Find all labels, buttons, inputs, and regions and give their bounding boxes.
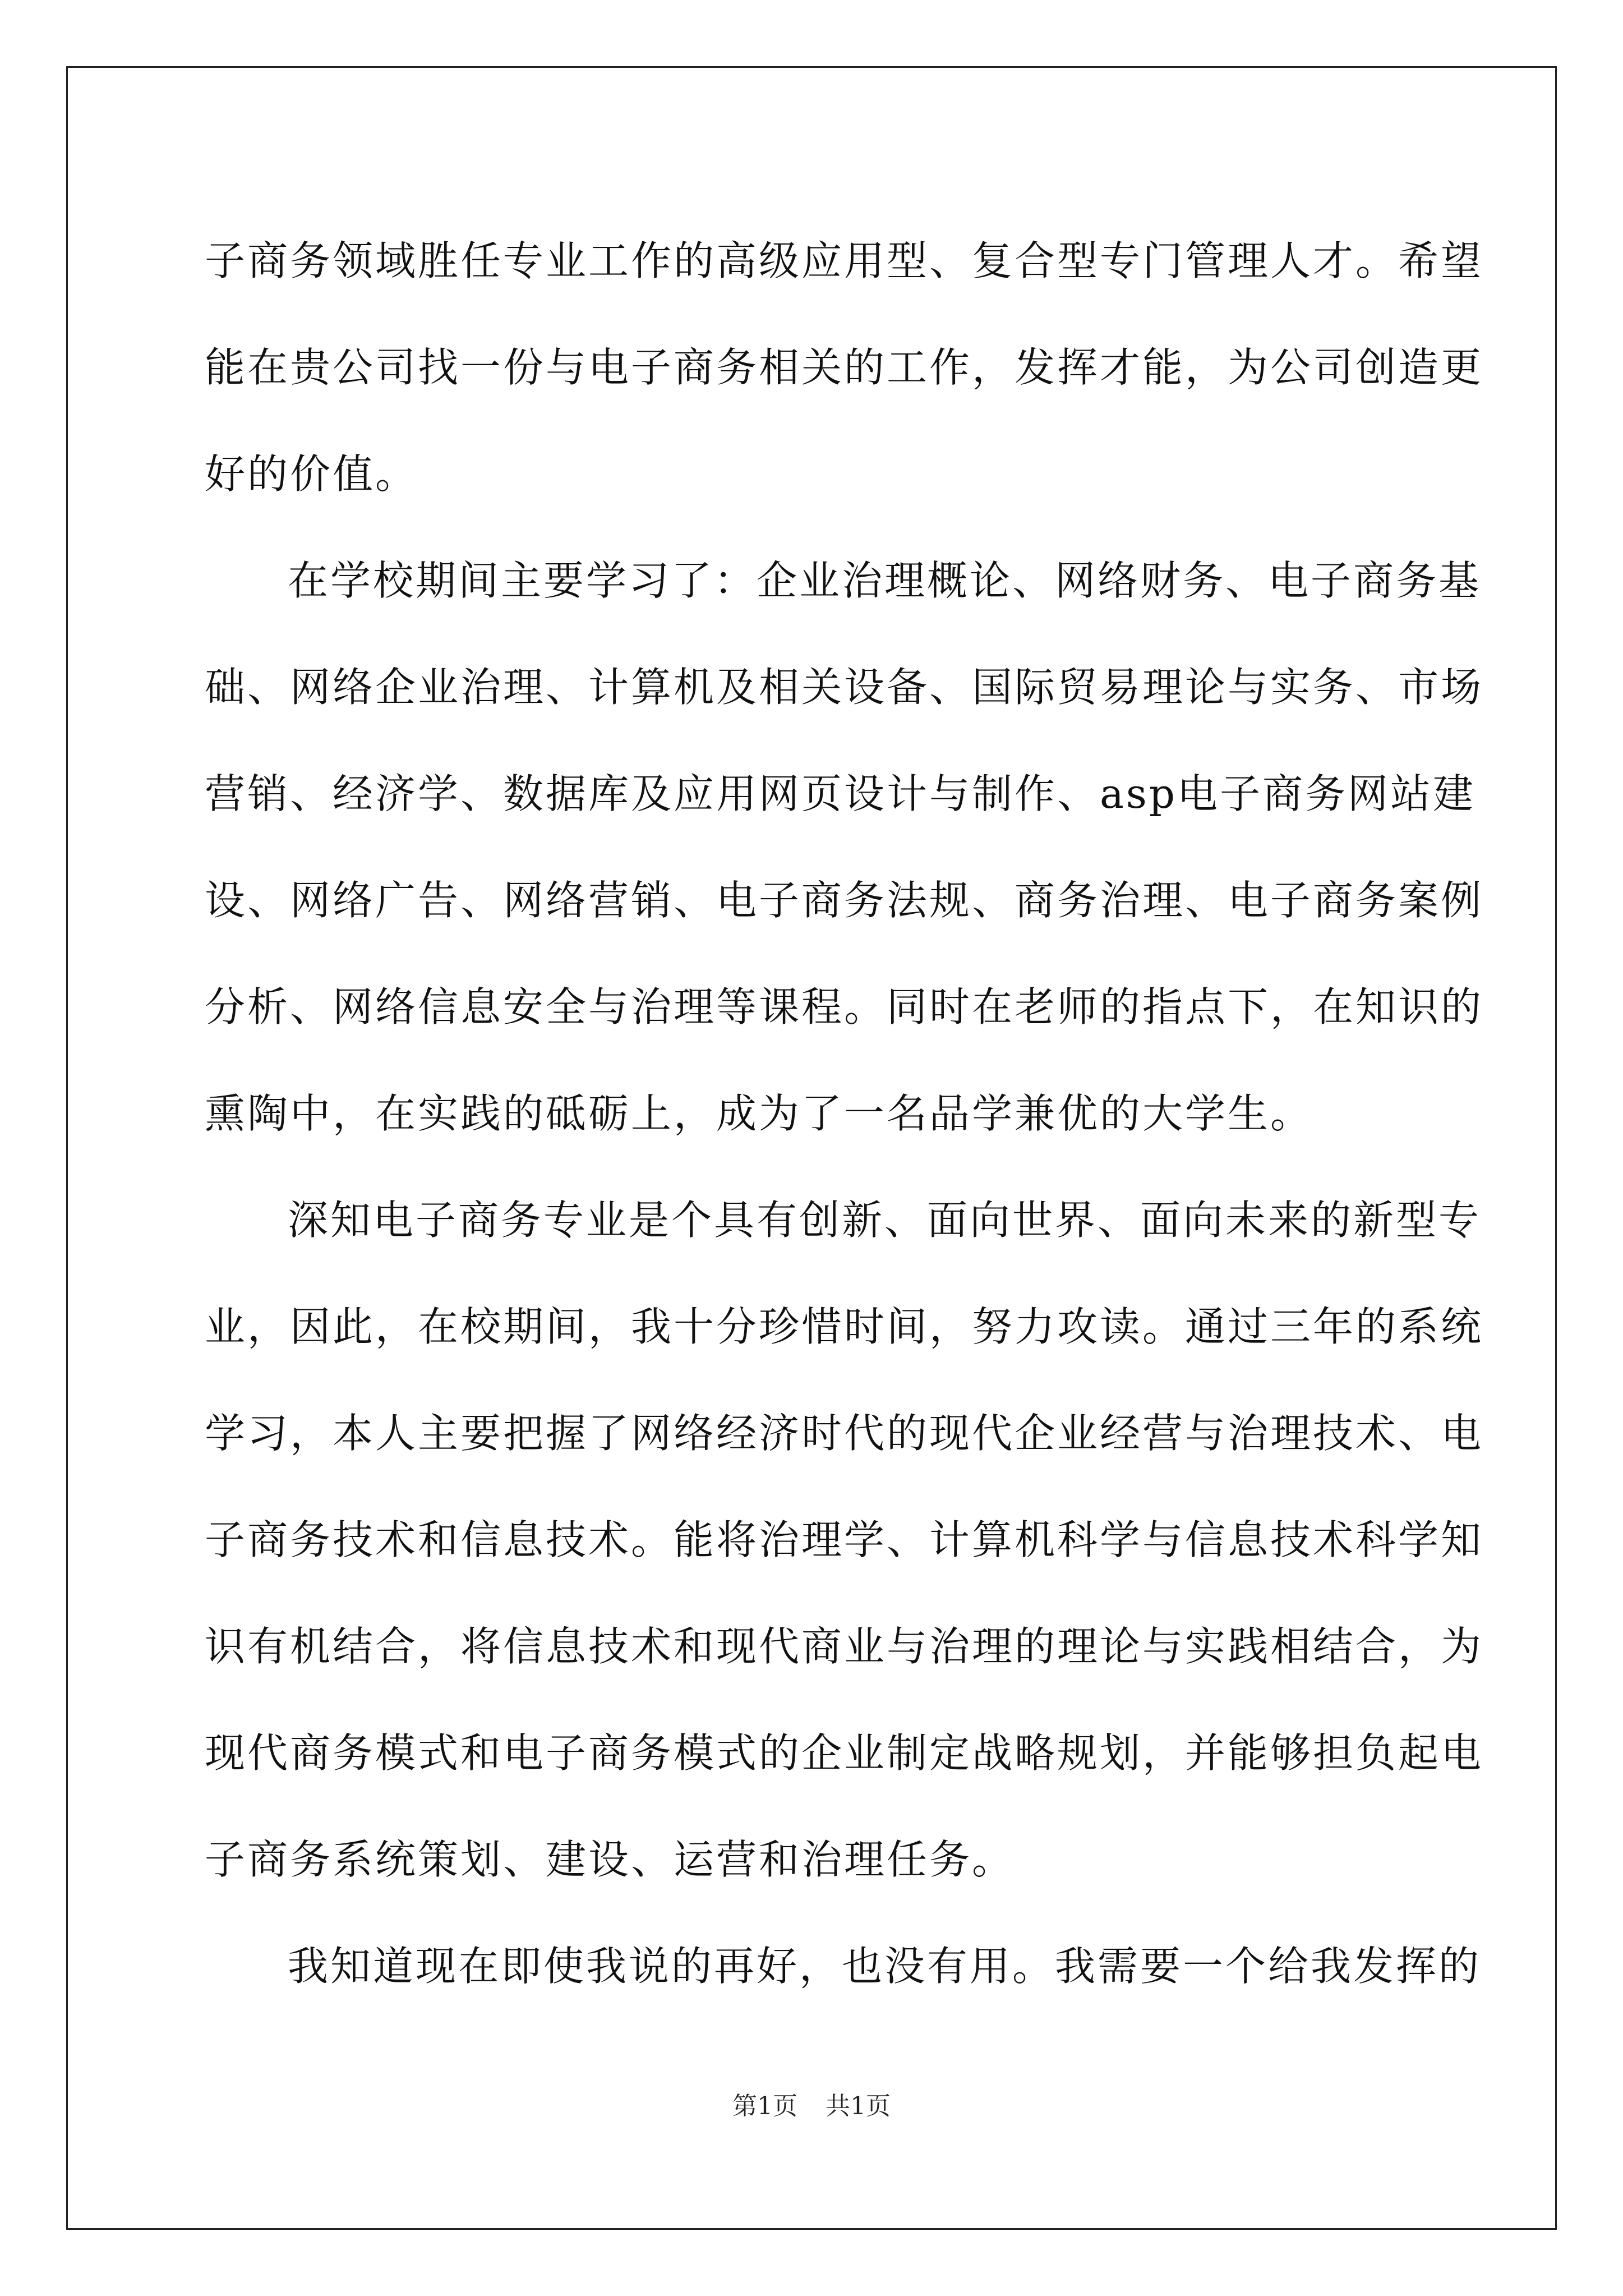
- text-line: 营销、经济学、数据库及应用网页设计与制作、asp电子商务网站建: [205, 770, 1476, 817]
- text-line: 识有机结合，将信息技术和现代商业与治理的理论与实践相结合，为: [205, 1623, 1484, 1670]
- text-line: 好的价值。: [205, 450, 418, 498]
- total-pages: 共1页: [826, 2092, 891, 2120]
- text-line: 我知道现在即使我说的再好，也没有用。我需要一个给我发挥的: [288, 1943, 1482, 1990]
- text-line: 分析、网络信息安全与治理等课程。同时在老师的指点下，在知识的: [205, 983, 1484, 1030]
- text-line: 础、网络企业治理、计算机及相关设备、国际贸易理论与实务、市场: [205, 664, 1484, 711]
- text-line: 学习，本人主要把握了网络经济时代的现代企业经营与治理技术、电: [205, 1410, 1484, 1457]
- text-line: 现代商务模式和电子商务模式的企业制定战略规划，并能够担负起电: [205, 1729, 1484, 1777]
- text-line: 能在贵公司找一份与电子商务相关的工作，发挥才能，为公司创造更: [205, 344, 1484, 391]
- text-line: 在学校期间主要学习了：企业治理概论、网络财务、电子商务基: [288, 557, 1482, 604]
- text-line: 子商务技术和信息技术。能将治理学、计算机科学与信息技术科学知: [205, 1516, 1484, 1563]
- text-line: 设、网络广告、网络营销、电子商务法规、商务治理、电子商务案例: [205, 877, 1484, 924]
- text-line: 深知电子商务专业是个具有创新、面向世界、面向未来的新型专: [288, 1197, 1482, 1244]
- text-line: 熏陶中，在实践的砥砺上，成为了一名品学兼优的大学生。: [205, 1090, 1313, 1137]
- text-line: 子商务领域胜任专业工作的高级应用型、复合型专门管理人才。希望: [205, 237, 1484, 284]
- text-line: 业，因此，在校期间，我十分珍惜时间，努力攻读。通过三年的系统: [205, 1303, 1484, 1350]
- document-body: [205, 208, 1484, 2019]
- text-line: 子商务系统策划、建设、运营和治理任务。: [205, 1836, 1015, 1883]
- page-footer: [0, 2090, 1623, 2123]
- page-number: 第1页: [732, 2092, 797, 2120]
